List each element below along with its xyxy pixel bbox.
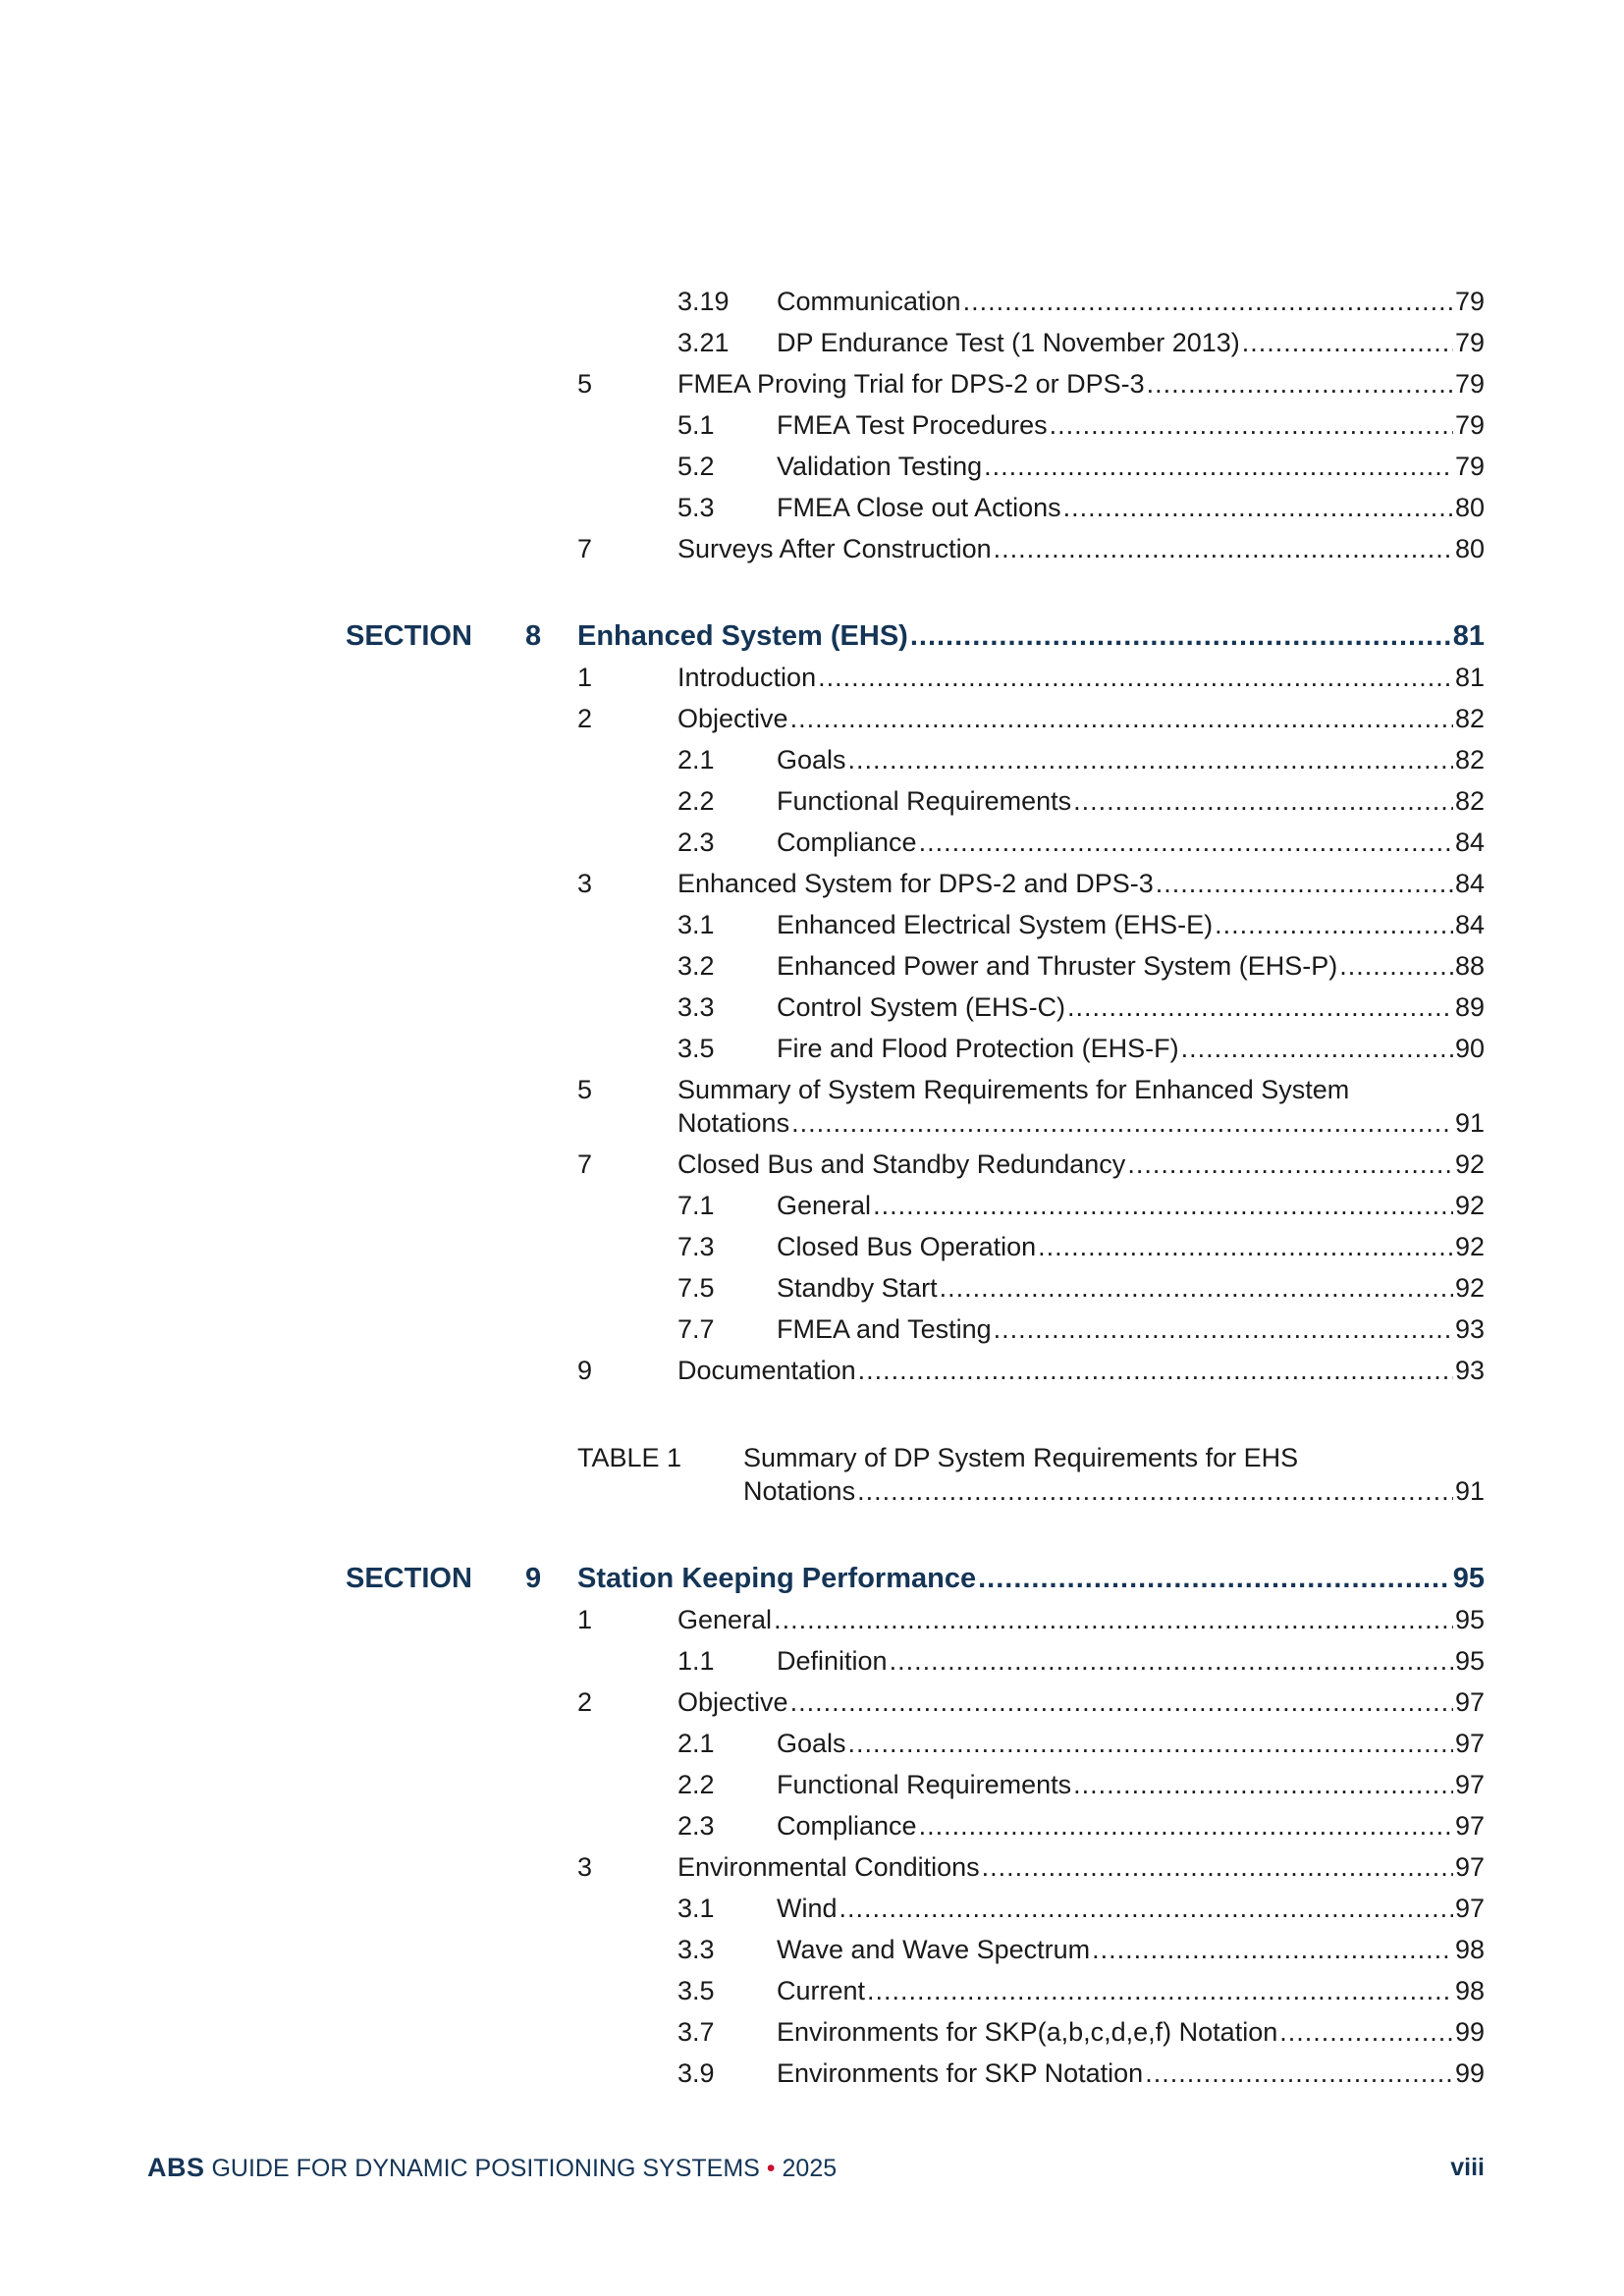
toc-entry[interactable] <box>0 740 1624 779</box>
entry-number: 7.5 <box>677 1273 715 1303</box>
toc-entry-continuation[interactable] <box>0 1103 1624 1143</box>
entry-page: 79 <box>1454 328 1485 357</box>
entry-number: 2.2 <box>677 786 715 816</box>
entry-title: Environments for SKP(a,b,c,d,e,f) Notation <box>777 2017 1278 2047</box>
abs-logo: ABS <box>147 2153 205 2182</box>
entry-title-first-line: Summary of System Requirements for Enhanced System <box>677 1075 1350 1104</box>
toc-entry[interactable] <box>0 1351 1624 1390</box>
entry-page: 88 <box>1454 951 1485 981</box>
entry-page: 92 <box>1454 1232 1485 1261</box>
entry-page: 79 <box>1454 410 1485 440</box>
entry-title: Compliance <box>777 1811 917 1841</box>
entry-number: 3.7 <box>677 2017 715 2047</box>
section-label: SECTION <box>346 1563 472 1594</box>
entry-number: 5.1 <box>677 410 715 440</box>
entry-title: FMEA Proving Trial for DPS-2 or DPS-3 <box>677 369 1145 399</box>
entry-title: General <box>677 1605 773 1634</box>
toc-entry[interactable] <box>0 1889 1624 1928</box>
leader-dots <box>1073 781 1453 821</box>
page-number: viii <box>1450 2154 1485 2181</box>
section-title: Station Keeping Performance <box>577 1563 977 1594</box>
entry-number: 3.5 <box>677 1034 715 1063</box>
toc-entry[interactable] <box>0 864 1624 903</box>
entry-number: 3 <box>577 869 593 898</box>
leader-dots <box>982 1847 1453 1887</box>
table-number: TABLE 1 <box>577 1443 682 1472</box>
entry-title: General <box>777 1191 872 1220</box>
leader-dots <box>1215 905 1453 944</box>
leader-dots <box>873 1186 1453 1225</box>
entry-page: 98 <box>1454 1976 1485 2005</box>
footer-year: 2025 <box>775 2155 838 2182</box>
entry-title: Environments for SKP Notation <box>777 2058 1144 2088</box>
table-page: 91 <box>1454 1476 1485 1506</box>
toc-entry[interactable] <box>0 1971 1624 2010</box>
leader-dots <box>1181 1029 1453 1068</box>
entry-number: 3.1 <box>677 1894 715 1923</box>
toc-entry[interactable] <box>0 1847 1624 1887</box>
leader-dots <box>910 616 1451 656</box>
toc-entry[interactable] <box>0 1600 1624 1639</box>
section-title: Enhanced System (EHS) <box>577 620 908 652</box>
page-footer <box>147 2150 1485 2185</box>
leader-dots <box>890 1641 1453 1681</box>
guide-title: GUIDE FOR DYNAMIC POSITIONING SYSTEMS <box>204 2155 767 2182</box>
leader-dots <box>994 1309 1453 1349</box>
entry-title: Notations <box>677 1108 790 1138</box>
entry-number: 1 <box>577 663 593 692</box>
section-number: 8 <box>525 620 542 652</box>
entry-page: 82 <box>1454 745 1485 774</box>
toc-entry[interactable] <box>0 364 1624 403</box>
toc-entry[interactable] <box>0 282 1624 321</box>
leader-dots <box>791 1103 1453 1143</box>
entry-page: 93 <box>1454 1356 1485 1385</box>
table-entry-continuation[interactable] <box>0 1471 1624 1511</box>
entry-title: Communication <box>777 287 961 316</box>
entry-number: 7.3 <box>677 1232 715 1261</box>
entry-page: 82 <box>1454 704 1485 733</box>
entry-number: 3.21 <box>677 328 730 357</box>
entry-page: 79 <box>1454 452 1485 481</box>
leader-dots <box>919 1806 1453 1845</box>
leader-dots <box>790 699 1453 738</box>
entry-title: Enhanced Electrical System (EHS-E) <box>777 910 1214 939</box>
entry-title: Control System (EHS-C) <box>777 992 1066 1022</box>
leader-dots <box>963 282 1453 321</box>
leader-dots <box>1050 405 1453 445</box>
leader-dots <box>1063 488 1453 527</box>
toc-entry[interactable] <box>0 1765 1624 1804</box>
leader-dots <box>1339 946 1453 986</box>
toc-entry[interactable] <box>0 1029 1624 1068</box>
entry-number: 2.1 <box>677 745 715 774</box>
entry-page: 97 <box>1454 1811 1485 1841</box>
entry-page: 92 <box>1454 1149 1485 1179</box>
entry-title: FMEA Close out Actions <box>777 493 1061 522</box>
leader-dots <box>1145 2054 1453 2093</box>
entry-number: 2 <box>577 1687 593 1717</box>
entry-page: 95 <box>1454 1605 1485 1634</box>
leader-dots <box>984 447 1453 486</box>
entry-title: Objective <box>677 704 788 733</box>
entry-title: Enhanced Power and Thruster System (EHS-P) <box>777 951 1338 981</box>
entry-page: 97 <box>1454 1729 1485 1758</box>
entry-page: 81 <box>1454 663 1485 692</box>
entry-number: 3.19 <box>677 287 730 316</box>
entry-number: 3.2 <box>677 951 715 981</box>
entry-title: Closed Bus and Standby Redundancy <box>677 1149 1126 1179</box>
leader-dots <box>1147 364 1453 403</box>
entry-page: 92 <box>1454 1191 1485 1220</box>
entry-page: 80 <box>1454 493 1485 522</box>
toc-entry[interactable] <box>0 1268 1624 1308</box>
entry-number: 5 <box>577 369 593 399</box>
leader-dots <box>790 1682 1453 1722</box>
entry-page: 99 <box>1454 2058 1485 2088</box>
toc-entry[interactable] <box>0 823 1624 862</box>
toc-entry[interactable] <box>0 1227 1624 1266</box>
leader-dots <box>919 823 1453 862</box>
entry-title: Wave and Wave Spectrum <box>777 1935 1091 1964</box>
entry-title: Compliance <box>777 828 917 857</box>
leader-dots <box>1067 988 1453 1027</box>
entry-page: 79 <box>1454 369 1485 399</box>
entry-title: FMEA Test Procedures <box>777 410 1048 440</box>
toc-entry[interactable] <box>0 2012 1624 2052</box>
entry-number: 5 <box>577 1075 593 1104</box>
section-heading[interactable] <box>0 1559 1624 1598</box>
entry-page: 97 <box>1454 1687 1485 1717</box>
entry-title: Fire and Flood Protection (EHS-F) <box>777 1034 1179 1063</box>
toc-entry[interactable] <box>0 658 1624 697</box>
toc-entry[interactable] <box>0 1145 1624 1184</box>
entry-page: 97 <box>1454 1852 1485 1882</box>
entry-number: 9 <box>577 1356 593 1385</box>
entry-page: 80 <box>1454 534 1485 563</box>
entry-number: 2.3 <box>677 828 715 857</box>
section-page: 95 <box>1452 1563 1485 1594</box>
toc-entry[interactable] <box>0 905 1624 944</box>
entry-title: Surveys After Construction <box>677 534 992 563</box>
toc-entry[interactable] <box>0 1930 1624 1969</box>
leader-dots <box>839 1889 1453 1928</box>
leader-dots <box>1279 2012 1453 2052</box>
entry-page: 97 <box>1454 1894 1485 1923</box>
leader-dots <box>774 1600 1453 1639</box>
entry-title: Closed Bus Operation <box>777 1232 1037 1261</box>
entry-number: 5.2 <box>677 452 715 481</box>
toc-entry[interactable] <box>0 946 1624 986</box>
entry-title: Current <box>777 1976 866 2005</box>
entry-number: 3.3 <box>677 992 715 1022</box>
leader-dots <box>818 658 1453 697</box>
entry-title: Validation Testing <box>777 452 983 481</box>
entry-title: Enhanced System for DPS-2 and DPS-3 <box>677 869 1154 898</box>
entry-page: 84 <box>1454 869 1485 898</box>
entry-page: 89 <box>1454 992 1485 1022</box>
leader-dots <box>1092 1930 1453 1969</box>
toc-entry[interactable] <box>0 988 1624 1027</box>
toc-entry[interactable] <box>0 1309 1624 1349</box>
toc-entry[interactable] <box>0 1806 1624 1845</box>
entry-page: 82 <box>1454 786 1485 816</box>
entry-number: 3.5 <box>677 1976 715 2005</box>
entry-page: 93 <box>1454 1314 1485 1344</box>
toc-entry[interactable] <box>0 488 1624 527</box>
entry-page: 92 <box>1454 1273 1485 1303</box>
entry-number: 2.2 <box>677 1770 715 1799</box>
entry-number: 7 <box>577 534 593 563</box>
entry-number: 2.3 <box>677 1811 715 1841</box>
entry-title: Introduction <box>677 663 817 692</box>
entry-page: 84 <box>1454 910 1485 939</box>
entry-number: 7.1 <box>677 1191 715 1220</box>
entry-page: 79 <box>1454 287 1485 316</box>
entry-title: Definition <box>777 1646 888 1676</box>
entry-title: Goals <box>777 745 846 774</box>
entry-page: 95 <box>1454 1646 1485 1676</box>
toc-entry[interactable] <box>0 1186 1624 1225</box>
footer-bullet: • <box>766 2155 776 2182</box>
entry-title: DP Endurance Test (1 November 2013) <box>777 328 1240 357</box>
leader-dots <box>978 1559 1451 1598</box>
entry-title: FMEA and Testing <box>777 1314 992 1344</box>
entry-number: 1.1 <box>677 1646 715 1676</box>
leader-dots <box>1073 1765 1453 1804</box>
toc-entry[interactable] <box>0 529 1624 568</box>
entry-title: Standby Start <box>777 1273 938 1303</box>
leader-dots <box>867 1971 1453 2010</box>
toc-entry[interactable] <box>0 1682 1624 1722</box>
entry-number: 7 <box>577 1149 593 1179</box>
leader-dots <box>1038 1227 1453 1266</box>
toc-entry[interactable] <box>0 1641 1624 1681</box>
entry-title: Environmental Conditions <box>677 1852 980 1882</box>
entry-number: 7.7 <box>677 1314 715 1344</box>
toc-entry[interactable] <box>0 447 1624 486</box>
leader-dots <box>848 740 1453 779</box>
entry-number: 2 <box>577 704 593 733</box>
entry-number: 2.1 <box>677 1729 715 1758</box>
entry-number: 3.9 <box>677 2058 715 2088</box>
entry-title: Objective <box>677 1687 788 1717</box>
entry-title: Functional Requirements <box>777 1770 1072 1799</box>
entry-page: 90 <box>1454 1034 1485 1063</box>
entry-title: Documentation <box>677 1356 856 1385</box>
leader-dots <box>858 1351 1453 1390</box>
leader-dots <box>940 1268 1453 1308</box>
entry-number: 5.3 <box>677 493 715 522</box>
entry-number: 3 <box>577 1852 593 1882</box>
entry-title: Functional Requirements <box>777 786 1072 816</box>
entry-page: 97 <box>1454 1770 1485 1799</box>
toc-entry[interactable] <box>0 1724 1624 1763</box>
entry-title: Goals <box>777 1729 846 1758</box>
toc-entry[interactable] <box>0 405 1624 445</box>
entry-page: 99 <box>1454 2017 1485 2047</box>
entry-number: 3.1 <box>677 910 715 939</box>
leader-dots <box>857 1471 1453 1511</box>
leader-dots <box>1156 864 1453 903</box>
entry-number: 3.3 <box>677 1935 715 1964</box>
entry-page: 84 <box>1454 828 1485 857</box>
entry-page: 98 <box>1454 1935 1485 1964</box>
section-label: SECTION <box>346 620 472 652</box>
table-title-first-line: Summary of DP System Requirements for EHS <box>743 1443 1299 1472</box>
leader-dots <box>1242 323 1453 362</box>
entry-title: Wind <box>777 1894 838 1923</box>
section-number: 9 <box>525 1563 542 1594</box>
section-page: 81 <box>1452 620 1485 652</box>
leader-dots <box>848 1724 1453 1763</box>
toc-entry[interactable] <box>0 699 1624 738</box>
toc-entry[interactable] <box>0 2054 1624 2093</box>
leader-dots <box>1127 1145 1453 1184</box>
table-title: Notations <box>743 1476 856 1506</box>
section-heading[interactable] <box>0 616 1624 656</box>
toc-entry[interactable] <box>0 323 1624 362</box>
entry-number: 1 <box>577 1605 593 1634</box>
leader-dots <box>994 529 1453 568</box>
toc-entry[interactable] <box>0 781 1624 821</box>
entry-page: 91 <box>1454 1108 1485 1138</box>
